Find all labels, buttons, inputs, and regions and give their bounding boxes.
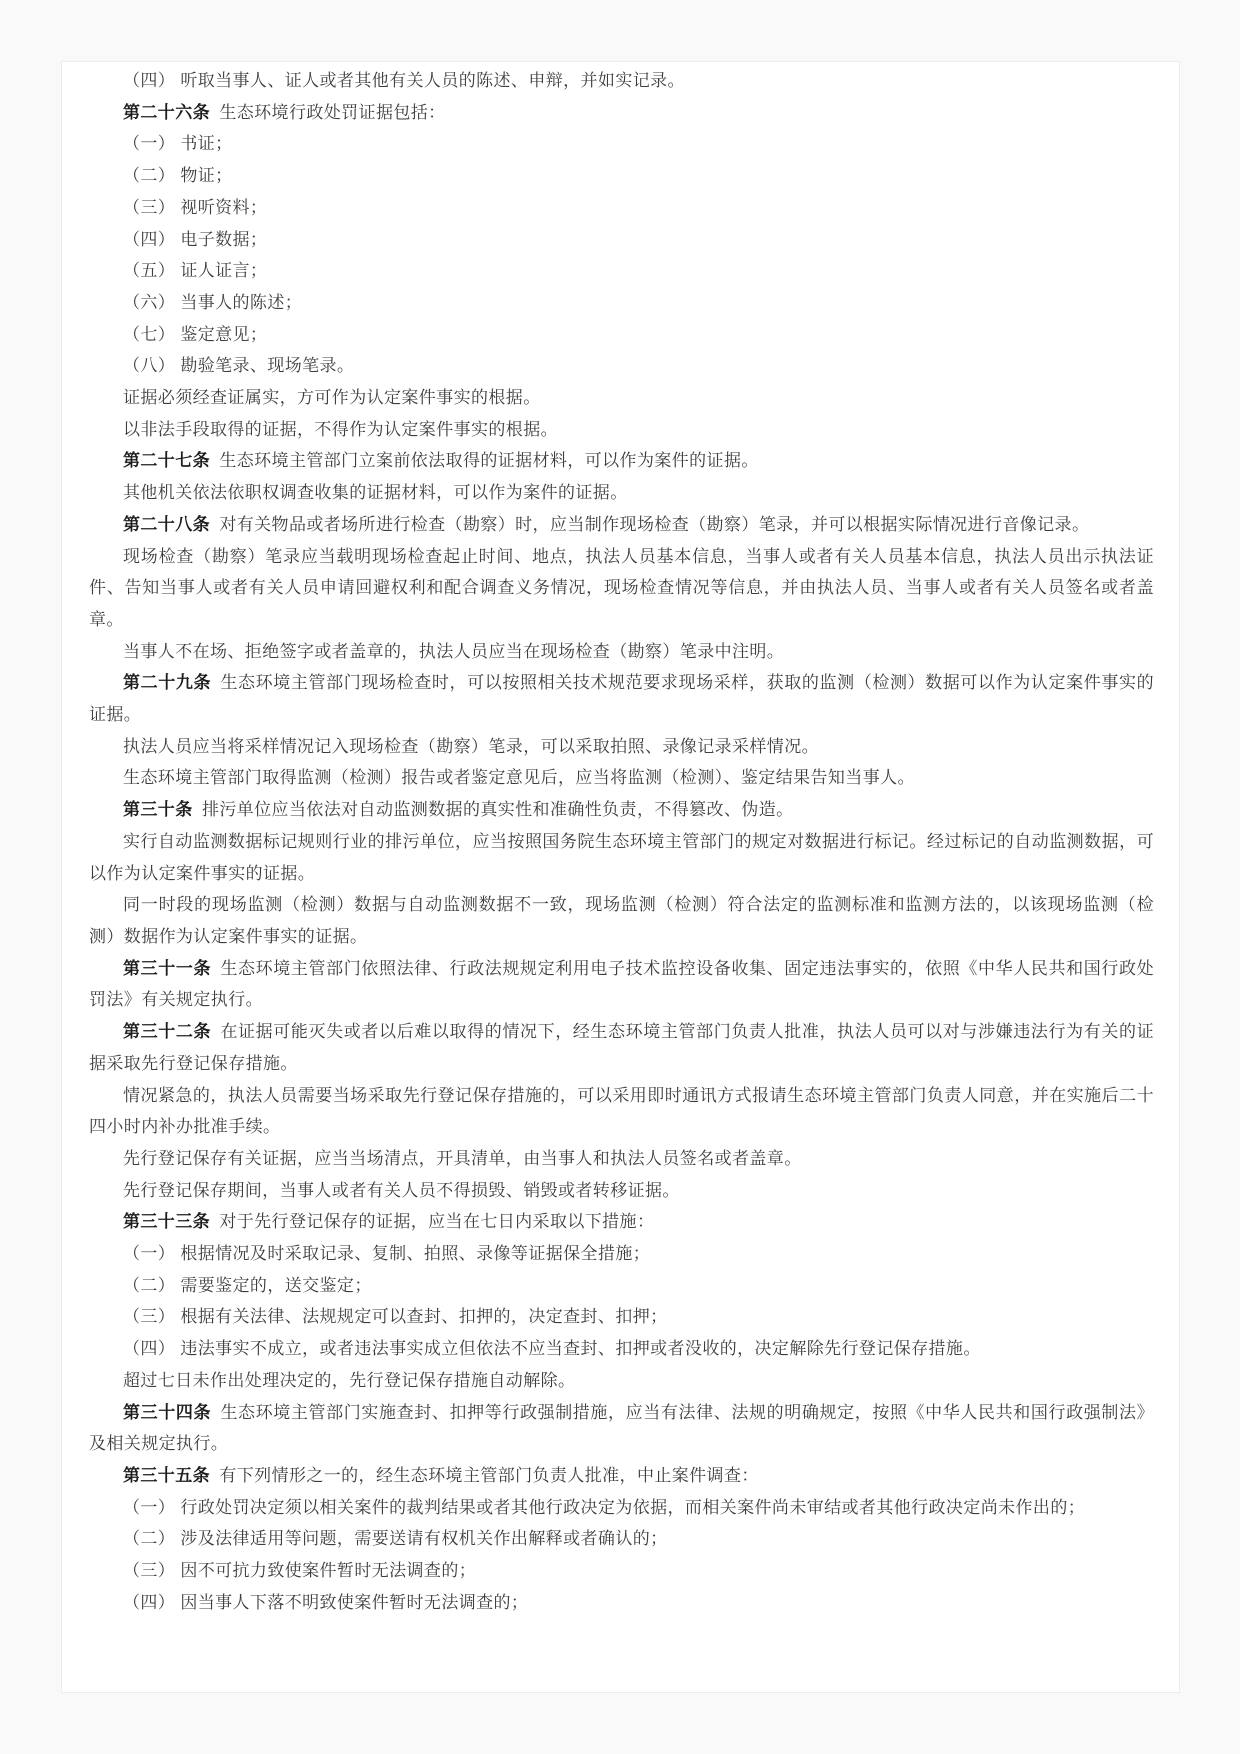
document-body [89,65,1154,1618]
article-paragraph: 第二十八条 对有关物品或者场所进行检查（勘察）时，应当制作现场检查（勘察）笔录，并可以根据实际情况进行音像记录。 [123,514,1090,534]
article-paragraph: 第二十七条 生态环境主管部门立案前依法取得的证据材料，可以作为案件的证据。 [123,451,759,471]
list-item-paragraph: （三） 根据有关法律、法规规定可以查封、扣押的，决定查封、扣押； [123,1307,668,1327]
list-item-paragraph: （五） 证人证言； [123,261,268,281]
paragraph: 执法人员应当将采样情况记入现场检查（勘察）笔录，可以采取拍照、录像记录采样情况。 [123,736,819,756]
list-item-paragraph: （六） 当事人的陈述； [123,292,303,312]
article-paragraph: 第三十二条 在证据可能灭失或者以后难以取得的情况下，经生态环境主管部门负责人批准，执法人员可以对与涉嫌违法行为有关的证据采取先行登记保存措施。 [89,1022,1154,1073]
list-item-paragraph: （四） 听取当事人、证人或者其他有关人员的陈述、申辩，并如实记录。 [123,71,685,90]
paragraph: 生态环境主管部门取得监测（检测）报告或者鉴定意见后，应当将监测（检测）、鉴定结果告知当事人。 [123,768,915,788]
list-item-paragraph: （四） 违法事实不成立，或者违法事实成立但依法不应当查封、扣押或者没收的，决定解除先行登记保存措施。 [123,1339,981,1359]
list-item-paragraph: （一） 书证； [123,134,233,154]
paragraph: 情况紧急的，执法人员需要当场采取先行登记保存措施的，可以采用即时通讯方式报请生态环境主管部门负责人同意，并在实施后二十四小时内补办批准手续。 [89,1085,1154,1137]
article-number: 第二十八条 [123,514,210,534]
list-item-paragraph: （二） 需要鉴定的，送交鉴定； [123,1275,372,1295]
article-paragraph: 第二十六条 生态环境行政处罚证据包括： [123,102,446,122]
paragraph: 先行登记保存有关证据，应当当场清点，开具清单，由当事人和执法人员签名或者盖章。 [123,1148,802,1168]
paragraph: 以非法手段取得的证据，不得作为认定案件事实的根据。 [123,419,558,439]
article-paragraph: 第二十九条 生态环境主管部门现场检查时，可以按照相关技术规范要求现场采样，获取的监测（检测）数据可以作为认定案件事实的证据。 [89,673,1154,725]
document-page [61,61,1180,1693]
article-number: 第三十四条 [123,1402,212,1422]
article-number: 第三十二条 [123,1022,212,1042]
list-item-paragraph: （三） 视听资料； [123,197,268,217]
list-item-paragraph: （四） 电子数据； [123,229,268,249]
paragraph: 其他机关依法依职权调查收集的证据材料，可以作为案件的证据。 [123,483,628,503]
article-number: 第二十六条 [123,102,210,122]
list-item-paragraph: （三） 因不可抗力致使案件暂时无法调查的； [123,1561,477,1581]
list-item-paragraph: （二） 物证； [123,166,233,186]
paragraph: 先行登记保存期间，当事人或者有关人员不得损毁、销毁或者转移证据。 [123,1180,680,1200]
paragraph: 当事人不在场、拒绝签字或者盖章的，执法人员应当在现场检查（勘察）笔录中注明。 [123,641,785,661]
paragraph: 同一时段的现场监测（检测）数据与自动监测数据不一致，现场监测（检测）符合法定的监测标准和监测方法的，以该现场监测（检测）数据作为认定案件事实的证据。 [89,895,1154,946]
list-item-paragraph: （二） 涉及法律适用等问题，需要送请有权机关作出解释或者确认的； [123,1529,668,1549]
paragraph: 超过七日未作出处理决定的，先行登记保存措施自动解除。 [123,1370,576,1390]
article-number: 第二十九条 [123,673,212,693]
list-item-paragraph: （一） 行政处罚决定须以相关案件的裁判结果或者其他行政决定为依据，而相关案件尚未审结或者其他行政决定尚未作出的； [123,1497,1086,1517]
article-paragraph: 第三十五条 有下列情形之一的，经生态环境主管部门负责人批准，中止案件调查： [123,1465,759,1485]
article-paragraph: 第三十一条 生态环境主管部门依照法律、行政法规规定利用电子技术监控设备收集、固定违法事实的，依照《中华人民共和国行政处罚法》有关规定执行。 [89,958,1154,1010]
article-number: 第三十三条 [123,1212,210,1232]
paragraph: 证据必须经查证属实，方可作为认定案件事实的根据。 [123,388,541,408]
paragraph: 实行自动监测数据标记规则行业的排污单位，应当按照国务院生态环境主管部门的规定对数据进行标记。经过标记的自动监测数据，可以作为认定案件事实的证据。 [89,831,1154,883]
list-item-paragraph: （一） 根据情况及时采取记录、复制、拍照、录像等证据保全措施； [123,1244,651,1264]
article-number: 第三十条 [123,800,193,820]
article-number: 第三十五条 [123,1465,210,1485]
list-item-paragraph: （四） 因当事人下落不明致使案件暂时无法调查的； [123,1592,529,1612]
article-paragraph: 第三十条 排污单位应当依法对自动监测数据的真实性和准确性负责，不得篡改、伪造。 [123,800,794,820]
list-item-paragraph: （八） 勘验笔录、现场笔录。 [123,356,355,376]
article-number: 第二十七条 [123,451,210,471]
article-paragraph: 第三十四条 生态环境主管部门实施查封、扣押等行政强制措施，应当有法律、法规的明确规定，按照《中华人民共和国行政强制法》及相关规定执行。 [89,1402,1154,1454]
article-number: 第三十一条 [123,958,212,978]
paragraph: 现场检查（勘察）笔录应当载明现场检查起止时间、地点，执法人员基本信息，当事人或者有关人员基本信息，执法人员出示执法证件、告知当事人或者有关人员申请回避权利和配合调查义务情况，现场检查情况等信息，并由执法人员、当事人或者有关人员签名或者盖章。 [89,546,1154,629]
list-item-paragraph: （七） 鉴定意见； [123,324,268,344]
article-paragraph: 第三十三条 对于先行登记保存的证据，应当在七日内采取以下措施： [123,1212,655,1232]
